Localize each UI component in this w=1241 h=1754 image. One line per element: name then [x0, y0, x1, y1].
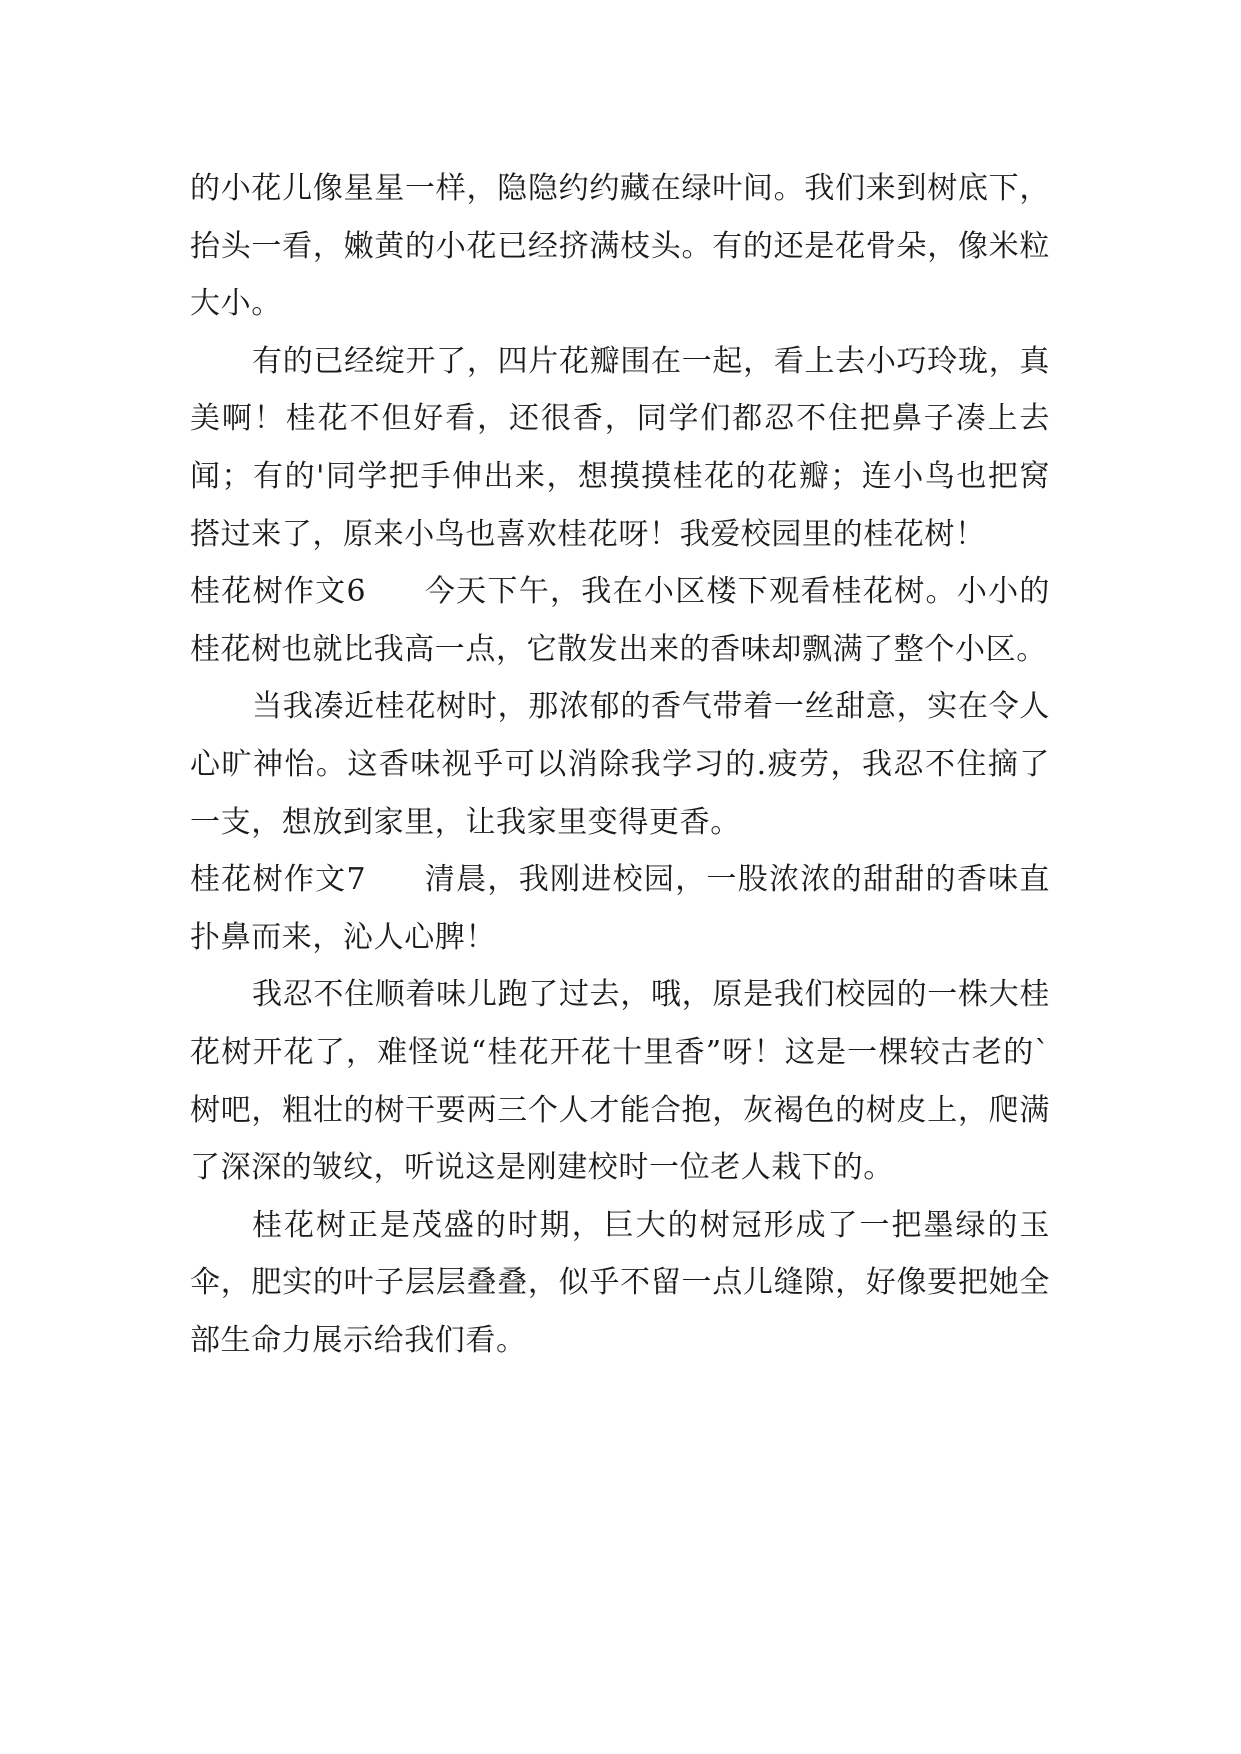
document-body — [190, 160, 1050, 1369]
essay-section-7 — [190, 851, 1050, 966]
paragraph-text: 我忍不住顺着味儿跑了过去，哦，原是我们校园的一株大桂花树开花了，难怪说“桂花开花十里香”呀！这是一棵较古老的`树吧，粗壮的树干要两三个人才能合抱，灰褐色的树皮上，爬满了深深的皱纹，听说这是刚建校时一位老人栽下的。 — [190, 977, 1050, 1186]
essay-heading: 桂花树作文6 — [190, 574, 367, 610]
paragraph-continued — [190, 160, 1050, 333]
paragraph-text: 桂花树正是茂盛的时期，巨大的树冠形成了一把墨绿的玉伞，肥实的叶子层层叠叠，似乎不留一点儿缝隙，好像要把她全部生命力展示给我们看。 — [190, 1207, 1050, 1358]
paragraph-text: 的小花儿像星星一样，隐隐约约藏在绿叶间。我们来到树底下，抬头一看，嫩黄的小花已经挤满枝头。有的还是花骨朵，像米粒大小。 — [190, 171, 1050, 322]
paragraph-text: 当我凑近桂花树时，那浓郁的香气带着一丝甜意，实在令人心旷神怡。这香味视乎可以消除我学习的.疲劳，我忍不住摘了一支，想放到家里，让我家里变得更香。 — [190, 689, 1050, 840]
paragraph-text: 清晨，我刚进校园，一股浓浓的甜甜的香味直扑鼻而来，沁人心脾！ — [190, 862, 1051, 955]
essay-section-6 — [190, 563, 1050, 678]
paragraph-text: 有的已经绽开了，四片花瓣围在一起，看上去小巧玲珑，真美啊！桂花不但好看，还很香，同学们都忍不住把鼻子凑上去闻；有的'同学把手伸出来，想摸摸桂花的花瓣；连小鸟也把窝搭过来了，原来小鸟也喜欢桂花呀！我爱校园里的桂花树！ — [190, 343, 1050, 552]
paragraph — [190, 333, 1050, 563]
paragraph-text: 今天下午，我在小区楼下观看桂花树。小小的桂花树也就比我高一点，它散发出来的香味却飘满了整个小区。 — [190, 574, 1051, 667]
essay-heading: 桂花树作文7 — [190, 862, 367, 898]
paragraph — [190, 1197, 1050, 1370]
paragraph — [190, 678, 1050, 851]
paragraph — [190, 966, 1050, 1196]
